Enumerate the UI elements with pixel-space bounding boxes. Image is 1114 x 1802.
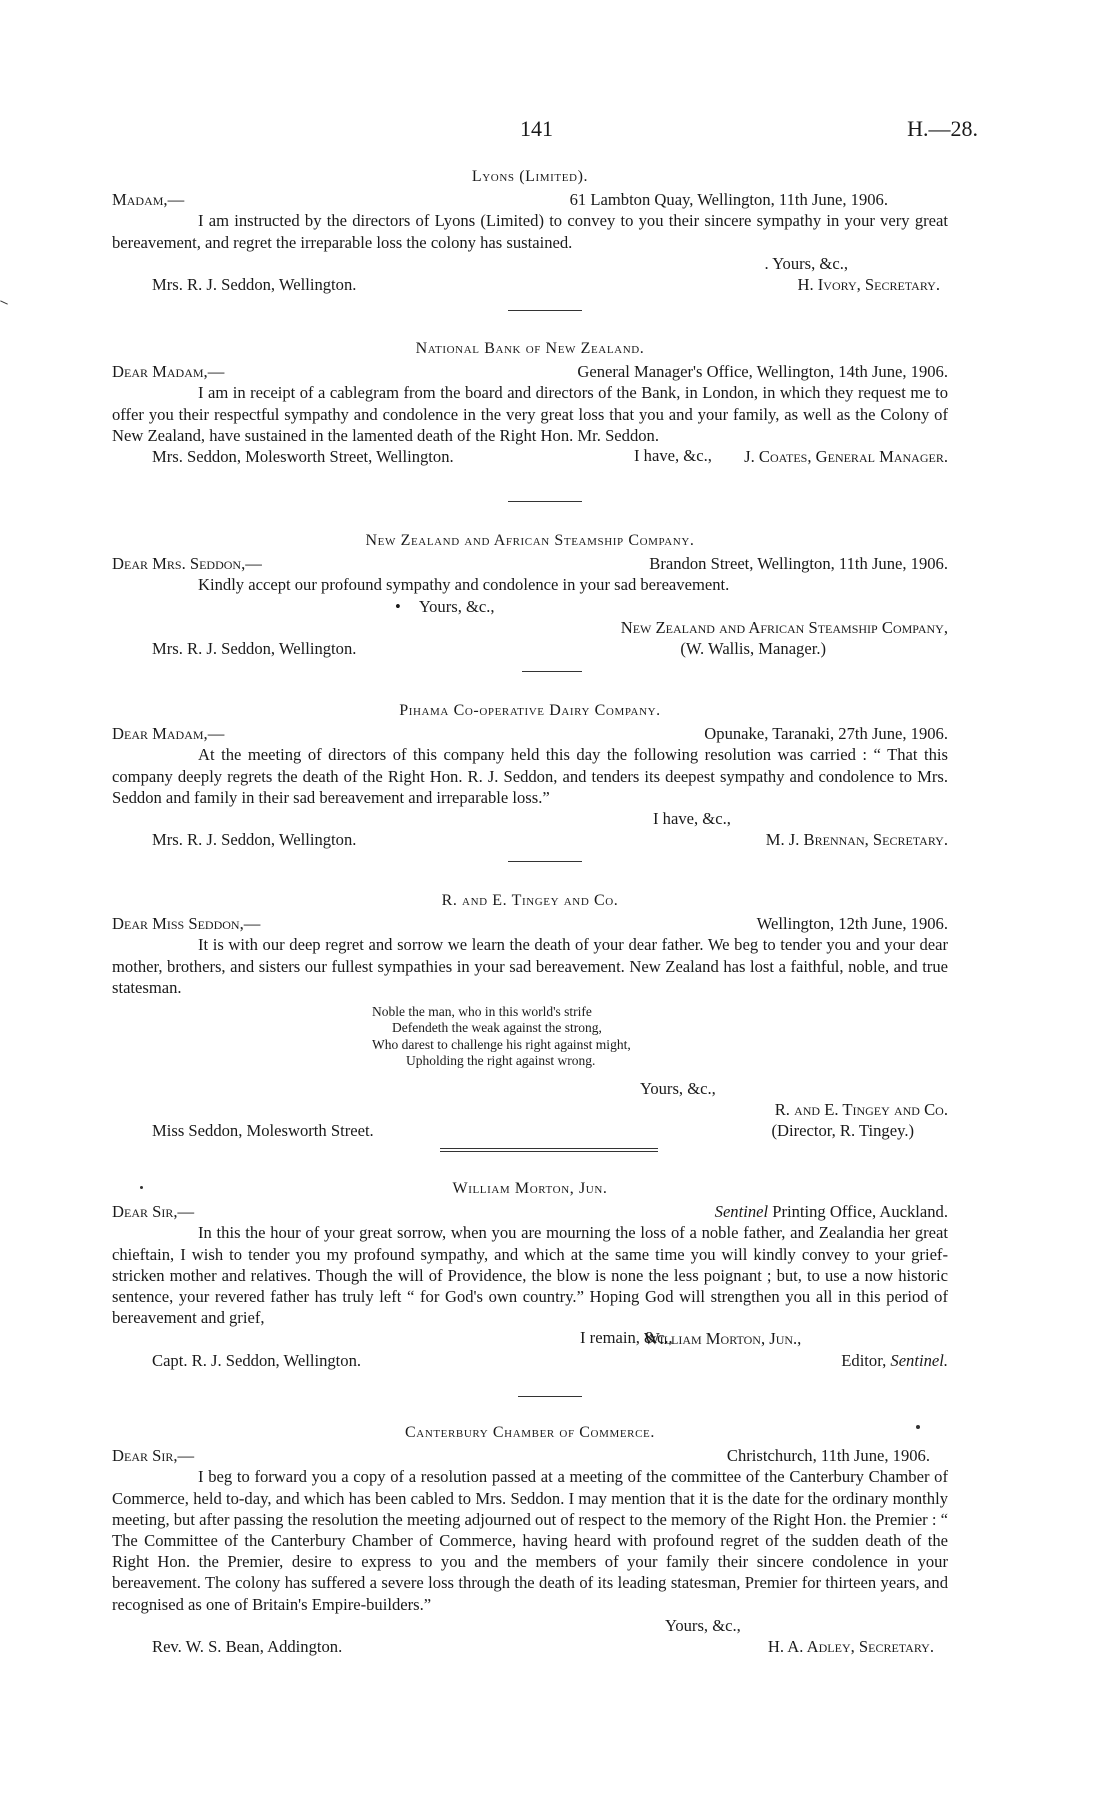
letter-body: At the meeting of directors of this company held this day the following resolution was carried : “ That this company deeply regrets the death of the Right Hon. R. J. Seddon, and tenders its deepest sympathy and condolence to Mrs. Seddon and family in their sad bereavement and irreparable loss.” [112, 745, 948, 807]
ink-speck [0, 300, 8, 304]
closing: Yours, &c., [640, 1078, 716, 1098]
signature: M. J. Brennan, Secretary. [765, 830, 948, 850]
salutation: Dear Miss Seddon,— [112, 914, 261, 934]
recipient: Miss Seddon, Molesworth Street. [152, 1121, 374, 1141]
letter-title: National Bank of New Zealand. [415, 340, 645, 357]
letter-body: Kindly accept our profound sympathy and condolence in your sad bereavement. [198, 575, 730, 595]
section-divider [440, 1151, 658, 1152]
recipient: Mrs. Seddon, Molesworth Street, Wellington. [152, 447, 454, 467]
sender-address: Brandon Street, Wellington, 11th June, 1906. [649, 554, 948, 574]
signature: (Director, R. Tingey.) [771, 1121, 914, 1141]
section-divider [440, 1148, 658, 1149]
letter-body: In this the hour of your great sorrow, when you are mourning the loss of a noble father, and Zealandia her great chieftain, I wish to tender you my profound sympathy, and which at the same time you will kindly convey to your grief-stricken mother and relatives. Though the will of Providence, the blow is none the less poignant ; but, to use a now historic sentence, your revered father has truly left “ for God's own country.” Hoping God will strengthen you all in this period of bereavement and grief, [112, 1223, 948, 1328]
ink-speck [140, 1186, 143, 1189]
verse-quote [372, 1004, 948, 1070]
page-number: 141 [520, 116, 553, 141]
letter-canterbury [112, 1422, 948, 1657]
recipient: Mrs. R. J. Seddon, Wellington. [152, 275, 357, 295]
signature: (W. Wallis, Manager.) [680, 639, 826, 659]
letter-morton [112, 1178, 948, 1371]
salutation: Dear Madam,— [112, 362, 225, 382]
salutation: Dear Sir,— [112, 1202, 195, 1222]
letter-tingey [112, 890, 948, 1141]
recipient: Mrs. R. J. Seddon, Wellington. [152, 639, 357, 659]
closing: Yours, &c., [665, 1615, 741, 1635]
letter-title: William Morton, Jun. [452, 1180, 608, 1197]
sender-address: Wellington, 12th June, 1906. [756, 914, 948, 934]
sender-address: Christchurch, 11th June, 1906. [726, 1446, 930, 1466]
closing: I remain, &c., [580, 1328, 673, 1347]
closing: Yours, &c., [418, 596, 495, 616]
letter-pihama [112, 700, 948, 850]
verse-line: Noble the man, who in this world's strife [372, 1004, 592, 1020]
closing: . Yours, &c., [764, 253, 848, 273]
sender-address: 61 Lambton Quay, Wellington, 11th June, 1906. [569, 190, 888, 210]
verse-line: Who darest to challenge his right against might, [372, 1036, 631, 1052]
recipient: Capt. R. J. Seddon, Wellington. [152, 1350, 362, 1370]
signature: J. Coates, General Manager. [744, 447, 948, 467]
section-divider [508, 310, 582, 311]
salutation: Dear Mrs. Seddon,— [112, 554, 262, 574]
newspaper-name: Sentinel [714, 1202, 769, 1222]
salutation: Dear Sir,— [112, 1446, 195, 1466]
sender-address: Opunake, Taranaki, 27th June, 1906. [704, 724, 948, 744]
letter-title: Pihama Co-operative Dairy Company. [399, 702, 661, 719]
page-reference: H.—28. [907, 116, 978, 141]
letter-title: R. and E. Tingey and Co. [441, 892, 619, 909]
section-divider [508, 861, 582, 862]
recipient: Rev. W. S. Bean, Addington. [152, 1637, 343, 1657]
letter-national-bank [112, 338, 948, 467]
letter-title: Lyons (Limited). [471, 168, 589, 185]
verse-line: Upholding the right against wrong. [406, 1053, 596, 1069]
salutation: Madam,— [112, 190, 185, 210]
letter-body: I am instructed by the directors of Lyons (Limited) to convey to you their sincere sympathy in your very great bereavement, and regret the irreparable loss the colony has sustained. [112, 211, 948, 252]
letter-body: I beg to forward you a copy of a resolution passed at a meeting of the committee of the Canterbury Chamber of Commerce, held to-day, and which has been cabled to Mrs. Seddon. I may mention that it is the date for the ordinary monthly meeting, but after passing the resolution the meeting adjourned out of respect to the memory of the Right Hon. the Premier : “ The Committee of the Canterbury Chamber of Commerce, having heard with profound regret of the sudden death of the Right Hon. the Premier, desire to express to you and the members of your family their sincere condolence in your bereavement. The colony has suffered a severe loss through the death of its leading statesman, Premier for thirteen years, and recognised as one of Britain's Empire-builders.” [112, 1467, 948, 1614]
closing-mark: • [395, 596, 401, 616]
salutation: Dear Madam,— [112, 724, 225, 744]
sender-address: Printing Office, Auckland. [772, 1202, 948, 1222]
closing: I have, &c., [634, 446, 712, 465]
letter-title: New Zealand and African Steamship Company. [365, 532, 695, 549]
letter-body: I am in receipt of a cablegram from the board and directors of the Bank, in London, in which they request me to offer you their respectful sympathy and condolence in the very great loss that you and your family, as well as the Colony of New Zealand, have sustained in the lamented death of the Right Hon. Mr. Seddon. [112, 383, 948, 445]
signature-firm: New Zealand and African Steamship Company, [620, 617, 948, 637]
section-divider [518, 1396, 582, 1397]
signature-newspaper: Sentinel. [890, 1350, 948, 1370]
section-divider [522, 671, 582, 672]
letter-title: Canterbury Chamber of Commerce. [405, 1424, 655, 1441]
signature: Editor, [841, 1350, 887, 1370]
section-divider [508, 501, 582, 502]
recipient: Mrs. R. J. Seddon, Wellington. [152, 830, 357, 850]
letter-steamship [112, 530, 948, 659]
signature-name: William Morton, Jun., [644, 1329, 802, 1349]
signature-firm: R. and E. Tingey and Co. [774, 1099, 948, 1119]
verse-line: Defendeth the weak against the strong, [392, 1020, 602, 1036]
sender-address: General Manager's Office, Wellington, 14th June, 1906. [577, 362, 948, 382]
signature: H. Ivory, Secretary. [797, 275, 940, 295]
closing: I have, &c., [653, 809, 731, 829]
signature: H. A. Adley, Secretary. [767, 1637, 934, 1657]
letter-lyons [112, 166, 948, 295]
ink-speck [916, 1425, 920, 1429]
letter-body: It is with our deep regret and sorrow we learn the death of your dear father. We beg to tender you and your dear mother, brothers, and sisters our fullest sympathies in your sad bereavement. New Zealand has lost a faithful, noble, and true statesman. [112, 935, 948, 997]
